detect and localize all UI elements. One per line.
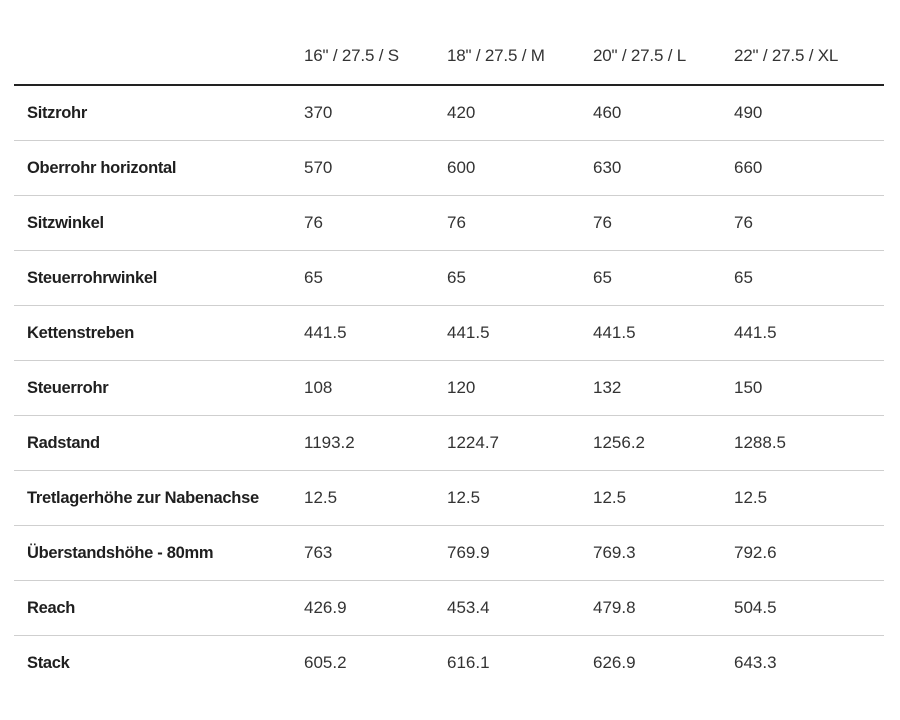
table-body xyxy=(14,85,884,690)
geometry-table xyxy=(14,28,884,690)
header-size-l: 20" / 27.5 / L xyxy=(593,28,734,85)
cell-value: 490 xyxy=(734,85,884,141)
cell-value: 370 xyxy=(304,85,447,141)
table-row xyxy=(14,251,884,306)
cell-value: 763 xyxy=(304,526,447,581)
cell-value: 441.5 xyxy=(304,306,447,361)
header-label-cell xyxy=(14,28,304,85)
cell-value: 12.5 xyxy=(447,471,593,526)
cell-value: 420 xyxy=(447,85,593,141)
table-row xyxy=(14,141,884,196)
table-row xyxy=(14,416,884,471)
cell-value: 150 xyxy=(734,361,884,416)
cell-value: 65 xyxy=(734,251,884,306)
row-label: Steuerrohr xyxy=(14,361,304,416)
row-label: Steuerrohrwinkel xyxy=(14,251,304,306)
cell-value: 12.5 xyxy=(593,471,734,526)
cell-value: 600 xyxy=(447,141,593,196)
cell-value: 65 xyxy=(447,251,593,306)
row-label: Sitzrohr xyxy=(14,85,304,141)
cell-value: 453.4 xyxy=(447,581,593,636)
row-label: Stack xyxy=(27,653,70,672)
cell-value: 1288.5 xyxy=(734,416,884,471)
header-row xyxy=(14,28,884,85)
row-label: Überstandshöhe - 80mm xyxy=(14,526,304,581)
cell-value: 1193.2 xyxy=(304,416,447,471)
cell-value: 792.6 xyxy=(734,526,884,581)
header-size-xl: 22" / 27.5 / XL xyxy=(734,28,884,85)
cell-value: 65 xyxy=(593,251,734,306)
cell-value: 441.5 xyxy=(447,306,593,361)
table-row xyxy=(14,306,884,361)
cell-value: 65 xyxy=(304,251,447,306)
cell-value: 441.5 xyxy=(734,306,884,361)
cell-value: 76 xyxy=(447,196,593,251)
table-row xyxy=(14,581,884,636)
cell-value: 660 xyxy=(734,141,884,196)
cell-value: 76 xyxy=(593,196,734,251)
cell-value: 643.3 xyxy=(734,653,777,672)
cell-value: 626.9 xyxy=(593,653,636,672)
cell-value: 441.5 xyxy=(593,306,734,361)
row-label: Sitzwinkel xyxy=(14,196,304,251)
cell-value: 460 xyxy=(593,85,734,141)
cell-value: 12.5 xyxy=(304,471,447,526)
row-label: Kettenstreben xyxy=(14,306,304,361)
cell-value: 12.5 xyxy=(734,471,884,526)
row-label: Oberrohr horizontal xyxy=(14,141,304,196)
table-row xyxy=(14,636,884,691)
cell-value: 630 xyxy=(593,141,734,196)
table-row xyxy=(14,196,884,251)
cell-value: 76 xyxy=(304,196,447,251)
cell-value: 570 xyxy=(304,141,447,196)
row-label: Tretlagerhöhe zur Nabenachse xyxy=(14,471,304,526)
cell-value: 426.9 xyxy=(304,581,447,636)
cell-value: 1256.2 xyxy=(593,416,734,471)
cell-value: 605.2 xyxy=(304,653,347,672)
header-size-m: 18" / 27.5 / M xyxy=(447,28,593,85)
table-row xyxy=(14,526,884,581)
cell-value: 616.1 xyxy=(447,653,490,672)
table-header xyxy=(14,28,884,85)
table-row xyxy=(14,361,884,416)
cell-value: 120 xyxy=(447,361,593,416)
cell-value: 108 xyxy=(304,361,447,416)
cell-value: 76 xyxy=(734,196,884,251)
row-label: Reach xyxy=(14,581,304,636)
cell-value: 504.5 xyxy=(734,581,884,636)
table-row xyxy=(14,471,884,526)
cell-value: 769.3 xyxy=(593,526,734,581)
row-label: Radstand xyxy=(14,416,304,471)
cell-value: 769.9 xyxy=(447,526,593,581)
table-row xyxy=(14,85,884,141)
header-size-s: 16" / 27.5 / S xyxy=(304,28,447,85)
cell-value: 1224.7 xyxy=(447,416,593,471)
cell-value: 132 xyxy=(593,361,734,416)
cell-value: 479.8 xyxy=(593,581,734,636)
